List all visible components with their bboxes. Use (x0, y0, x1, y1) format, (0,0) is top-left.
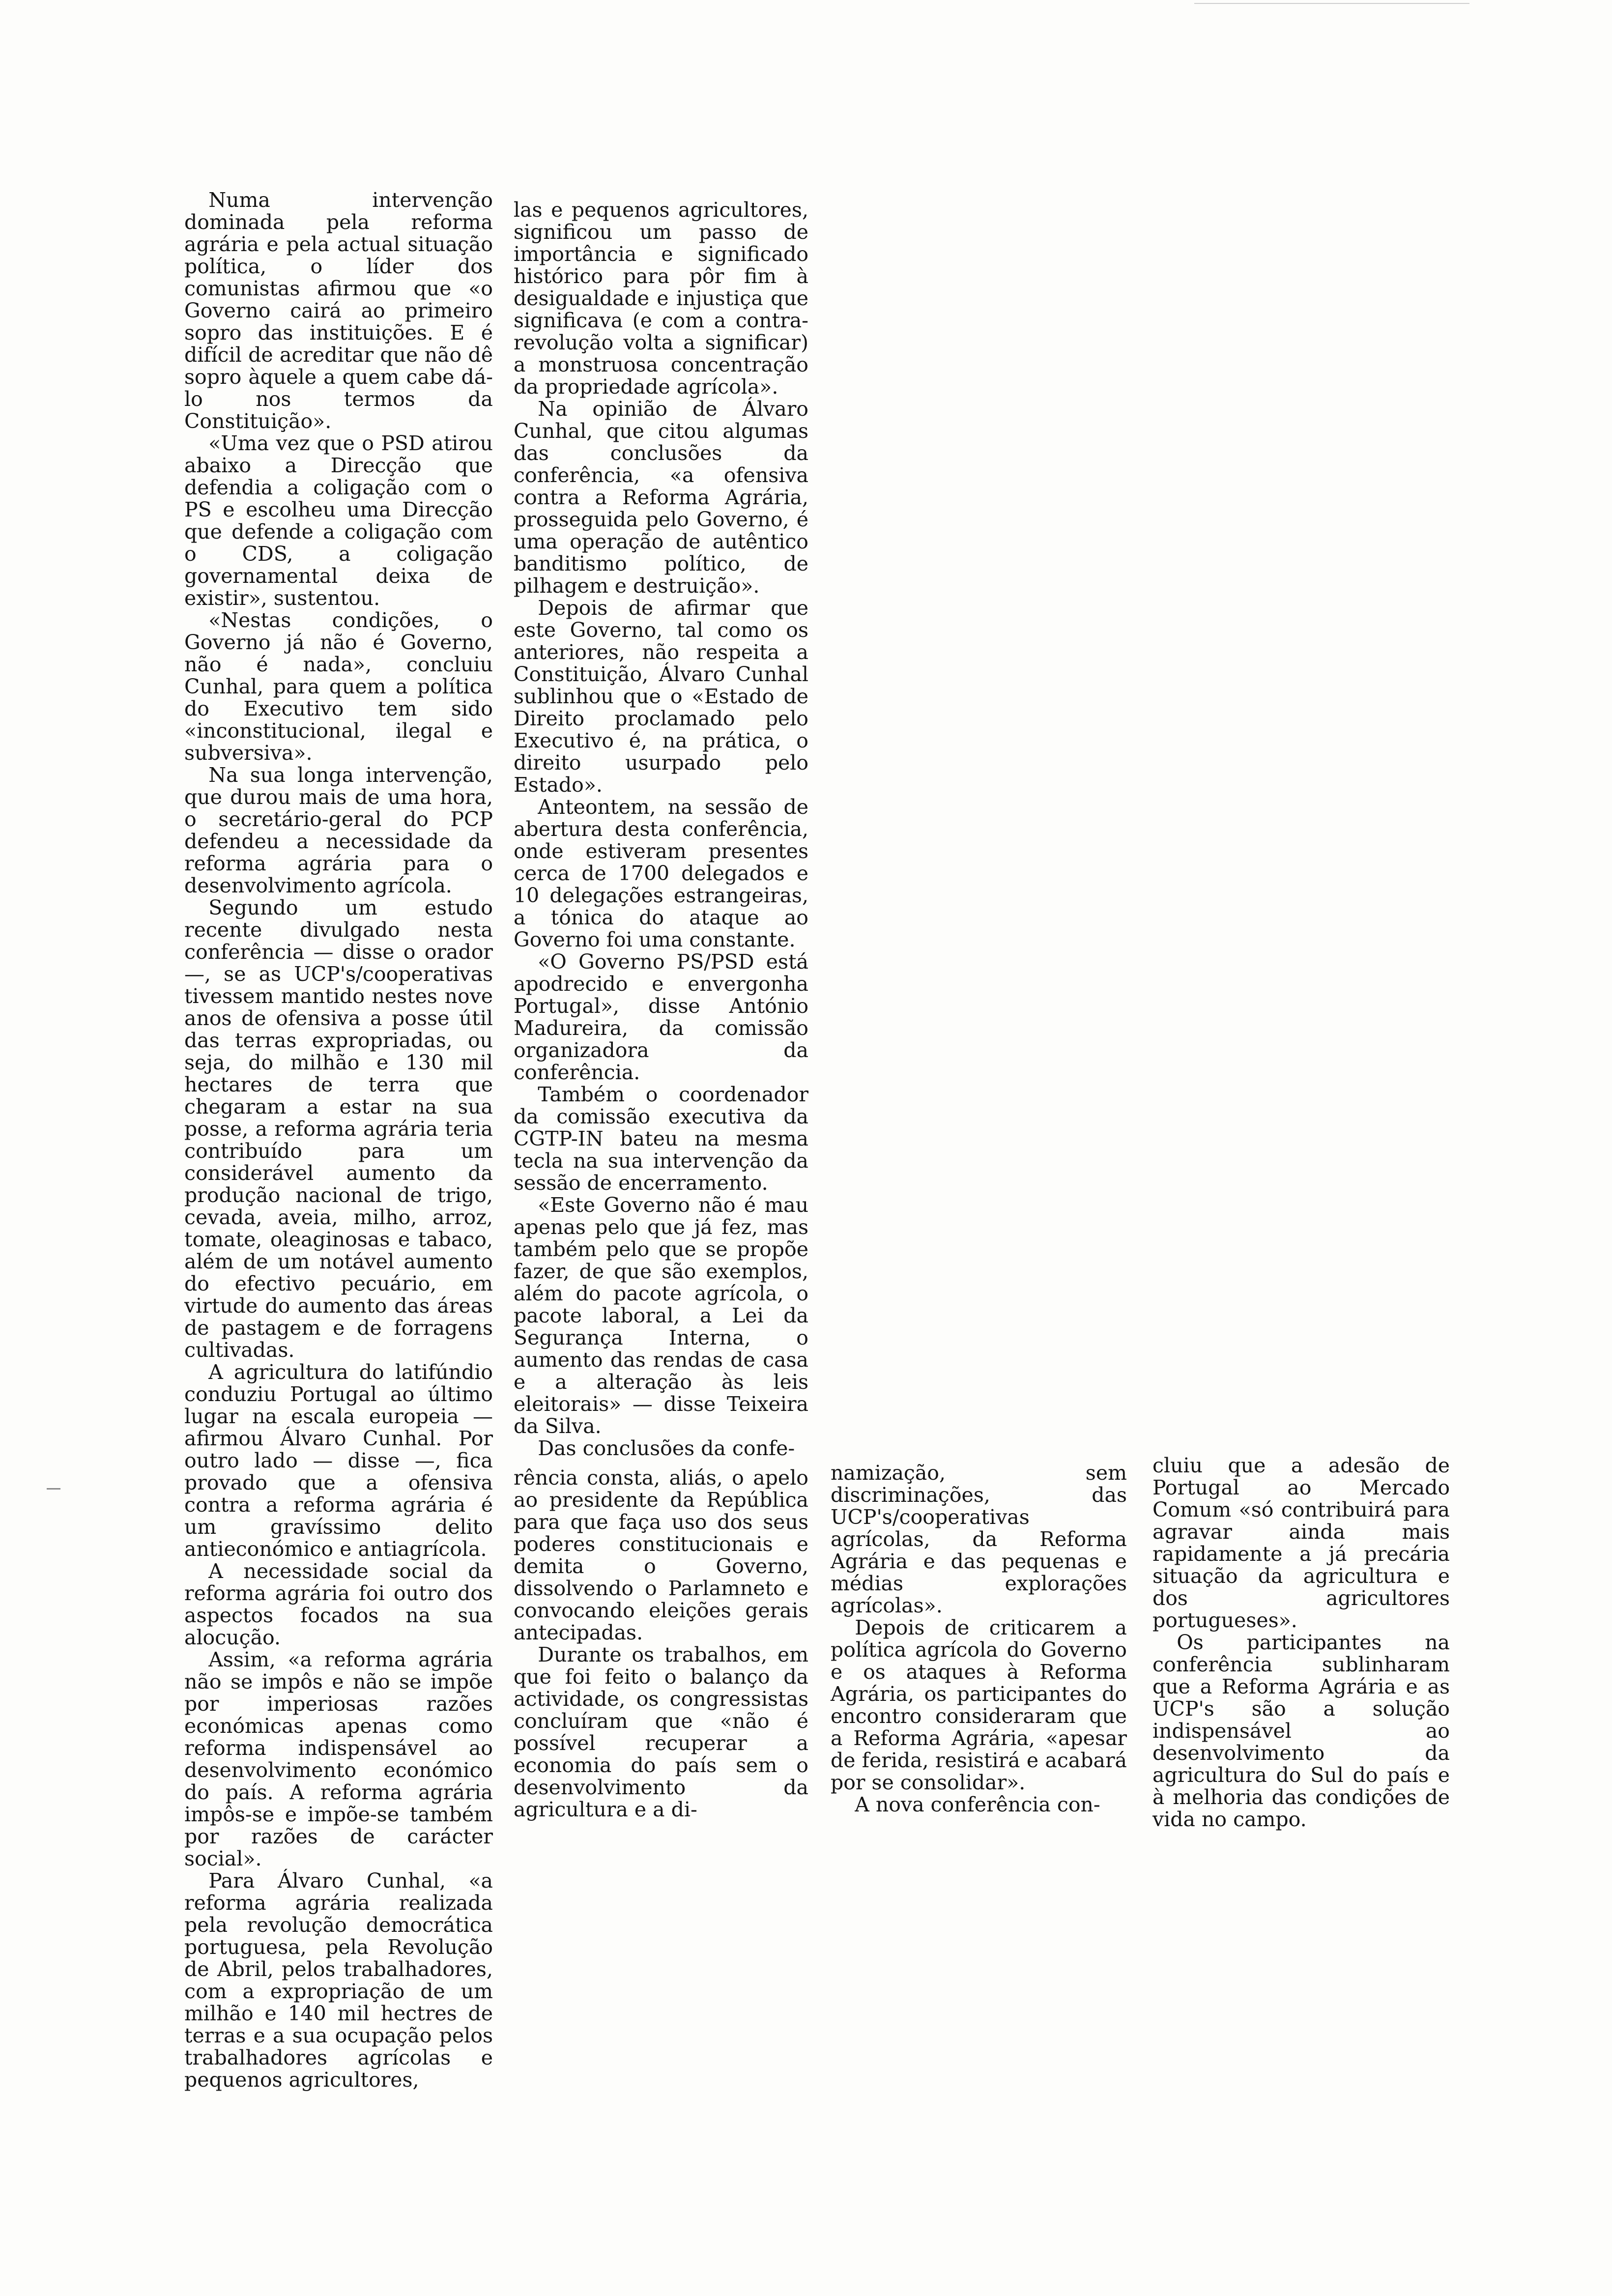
paragraph: Durante os trabalhos, em que foi feito o balanço da actividade, os congressistas concluíram que «não é possível recuperar a economia do país sem o desenvolvimento da agricultura e a di- (514, 1643, 808, 1821)
margin-mark (47, 1488, 60, 1490)
article-column-1 (184, 189, 493, 2098)
paragraph: Também o coordenador da comissão executiva da CGTP-IN bateu na mesma tecla na sua intervenção da sessão de encerramento. (514, 1083, 808, 1195)
paragraph: A necessidade social da reforma agrária foi outro dos aspectos focados na sua alocução. (184, 1559, 493, 1649)
paragraph: Segundo um estudo recente divulgado nesta conferência — disse o orador —, se as UCP's/cooperativas tivessem mantido nestes nove anos de ofensiva a posse útil das terras expropriadas, ou seja, do milhão e 130 mil hectares de terra que chegaram a estar na sua posse, a reforma agrária teria contribuído para um considerável aumento da produção nacional de trigo, cevada, aveia, milho, arroz, tomate, oleaginosas e tabaco, além de um notável aumento do efectivo pecuário, em virtude do aumento das áreas de pastagem e de forragens cultivadas. (184, 896, 493, 1362)
article-column-3 (514, 1467, 808, 1821)
paragraph: Numa intervenção dominada pela reforma agrária e pela actual situação política, o líder dos comunistas afirmou que «o Governo cairá ao primeiro sopro das instituições. E é difícil de acreditar que não dê sopro àquele a quem cabe dá-lo nos termos da Constituição». (184, 188, 493, 433)
paragraph: rência consta, aliás, o apelo ao presidente da República para que faça uso dos seus poderes constitucionais e demita o Governo, dissolvendo o Parlamneto e convocando eleições gerais antecipadas. (514, 1466, 808, 1644)
scan-edge-line (1194, 3, 1469, 4)
paragraph: namização, sem discriminações, das UCP's/cooperativas agrícolas, da Reforma Agrária e das pequenas e médias explorações agrícolas». (831, 1461, 1127, 1617)
paragraph: Anteontem, na sessão de abertura desta conferência, onde estiveram presentes cerca de 1700 delegados e 10 delegações estrangeiras, a tónica do ataque ao Governo foi uma constante. (514, 795, 808, 951)
paragraph: Das conclusões da confe- (538, 1436, 795, 1460)
paragraph: «O Governo PS/PSD está apodrecido e envergonha Portugal», disse António Madureira, da comissão organizadora da conferência. (514, 950, 808, 1084)
paragraph: Na opinião de Álvaro Cunhal, que citou algumas das conclusões da conferência, «a ofensiva contra a Reforma Agrária, prosseguida pelo Governo, é uma operação de autêntico banditismo político, de pilhagem e destruição». (514, 397, 808, 598)
paragraph: Para Álvaro Cunhal, «a reforma agrária realizada pela revolução democrática portuguesa, pela Revolução de Abril, pelos trabalhadores, com a expropriação de um milhão e 140 mil hectres de terras e a sua ocupação pelos trabalhadores agrícolas e pequenos agricultores, (184, 1869, 493, 2092)
article-column-4 (831, 1462, 1127, 1821)
article-column-5 (1152, 1454, 1450, 1831)
paragraph: «Nestas condições, o Governo já não é Governo, não é nada», concluiu Cunhal, para quem a política do Executivo tem sido «inconstitucional, ilegal e subversiva». (184, 608, 493, 765)
article-column-2 (514, 198, 808, 1460)
paragraph: cluiu que a adesão de Portugal ao Mercado Comum «só contribuirá para agravar ainda mais rapidamente a já precária situação da agricultura e dos agricultores portugueses». (1152, 1454, 1450, 1632)
paragraph: A agricultura do latifúndio conduziu Portugal ao último lugar na escala europeia — afirmou Álvaro Cunhal. Por outro lado — disse —, fica provado que a ofensiva contra a reforma agrária é um gravíssimo delito antieconómico e antiagrícola. (184, 1360, 493, 1561)
paragraph: Na sua longa intervenção, que durou mais de uma hora, o secretário-geral do PCP defendeu a necessidade da reforma agrária para o desenvolvimento agrícola. (184, 763, 493, 897)
paragraph: las e pequenos agricultores, significou um passo de importância e significado histórico para pôr fim à desigualdade e injustiça que significava (e com a contra-revolução volta a significar) a monstruosa concentração da propriedade agrícola». (514, 198, 808, 399)
paragraph: Depois de afirmar que este Governo, tal como os anteriores, não respeita a Constituição, Álvaro Cunhal sublinhou que o «Estado de Direito proclamado pelo Executivo é, na prática, o direito usurpado pelo Estado». (514, 596, 808, 797)
paragraph: Os participantes na conferência sublinharam que a Reforma Agrária e as UCP's são a solução indispensável ao desenvolvimento da agricultura do Sul do país e à melhoria das condições de vida no campo. (1152, 1631, 1450, 1831)
paragraph: «Uma vez que o PSD atirou abaixo a Direcção que defendia a coligação com o PS e escolheu uma Direcção que defende a coligação com o CDS, a coligação governamental deixa de existir», sustentou. (184, 431, 493, 610)
paragraph: Depois de criticarem a política agrícola do Governo e os ataques à Reforma Agrária, os participantes do encontro consideraram que a Reforma Agrária, «apesar de ferida, resistirá e acabará por se consolidar». (831, 1616, 1127, 1794)
paragraph: «Este Governo não é mau apenas pelo que já fez, mas também pelo que se propõe fazer, de que são exemplos, além do pacote agrícola, o pacote laboral, a Lei da Segurança Interna, o aumento das rendas de casa e a alteração às leis eleitorais» — disse Teixeira da Silva. (514, 1193, 808, 1438)
paragraph: A nova conferência con- (855, 1793, 1100, 1816)
paragraph: Assim, «a reforma agrária não se impôs e não se impõe por imperiosas razões económicas apenas como reforma indispensável ao desenvolvimento económico do país. A reforma agrária impôs-se e impõe-se também por razões de carácter social». (184, 1648, 493, 1870)
